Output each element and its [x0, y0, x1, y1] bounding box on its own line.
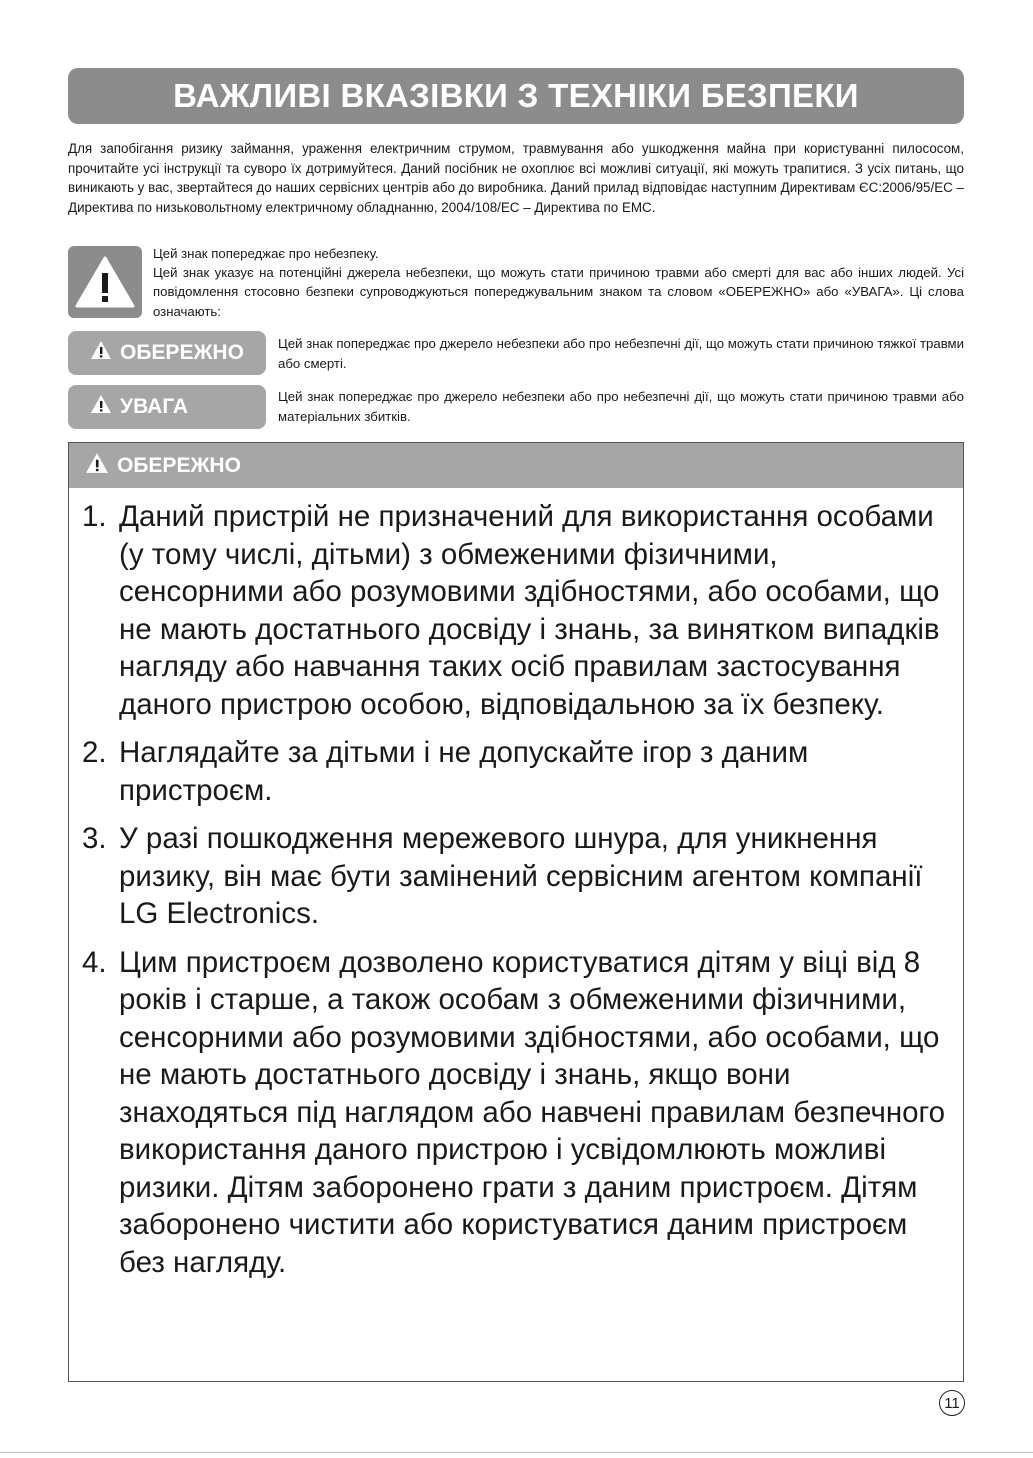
list-item-text: Даний пристрій не призначений для використання особами (у тому числі, дітьми) з обмеженими фізичними, сенсорними або розумовими здібностями, або особами, що не мають достатнього досвіду і знань, за винятком випадків нагляду або навчання таких осіб правилам застосування даного пристрою особою, відповідальною за їх безпеку. — [119, 500, 940, 721]
list-item-text: У разі пошкодження мережевого шнура, для уникнення ризику, він має бути замінений сервісним агентом компанії LG Electronics. — [119, 822, 923, 930]
list-item-number: 1. — [82, 500, 107, 533]
title-banner — [68, 68, 964, 124]
list-item-number: 4. — [82, 945, 107, 979]
list-item — [82, 944, 949, 1282]
caution-list — [69, 488, 963, 1281]
bottom-divider — [0, 1452, 1033, 1453]
caution-label — [68, 331, 266, 375]
warning-exclamation-icon — [74, 254, 136, 310]
list-item-number: 3. — [82, 822, 107, 855]
attention-label-text: УВАГА — [120, 395, 189, 418]
caution-description: Цей знак попереджає про джерело небезпеки або про небезпечні дії, що можуть стати причиною тяжкої травми або смерті. — [278, 336, 964, 371]
caution-panel — [68, 442, 964, 1382]
page-title: ВАЖЛИВІ ВКАЗІВКИ З ТЕХНІКИ БЕЗПЕКИ — [173, 77, 859, 114]
list-item-number: 2. — [82, 736, 107, 769]
attention-label — [68, 385, 266, 429]
warning-triangle-icon — [90, 394, 112, 420]
caution-label-text: ОБЕРЕЖНО — [120, 341, 244, 364]
warning-sign-box — [68, 246, 142, 318]
sign-explanation — [153, 244, 964, 321]
list-item — [82, 820, 949, 933]
caution-panel-title: ОБЕРЕЖНО — [117, 453, 241, 477]
list-item — [82, 734, 949, 809]
sign-line-2: Цей знак указує на потенційні джерела небезпеки, що можуть стати причиною травми або смерті для вас або інших людей. Усі повідомлення стосовно безпеки супроводжуються попереджувальним знаком та словом «ОБЕРЕЖНО» або «УВАГА». Ці слова означають: — [153, 265, 964, 319]
page-number: 11 — [939, 1390, 965, 1416]
list-item — [82, 498, 949, 723]
caution-panel-header — [69, 443, 963, 488]
list-item-text: Цим пристроєм дозволено користуватися дітям у віці від 8 років і старше, а також особам з обмеженими фізичними, сенсорними або розумовими здібностями, або особами, що не мають достатнього досвіду і знань, якщо вони знаходяться під наглядом або навчені правилам безпечного використання даного пристрою і усвідомлюють можливі ризики. Дітям заборонено грати з даним пристроєм. Дітям заборонено чистити або користуватися даним пристроєм без нагляду. — [119, 945, 946, 1279]
warning-triangle-icon — [90, 340, 112, 366]
list-item-text: Наглядайте за дітьми і не допускайте ігор з даним пристроєм. — [119, 736, 809, 807]
intro-paragraph: Для запобігання ризику займання, ураження електричним струмом, травмування або ушкодження майна при користуванні пилососом, прочитайте усі інструкції та суворо їх дотримуйтеся. Даний посібник не охоплює всі можливі ситуації, які можуть трапитися. З усіх питань, що виникають у вас, звертайтеся до наших сервісних центрів або до виробника. Даний прилад відповідає наступним Директивам ЄС:2006/95/EC – Директива по низьковольтному електричному обладнанню, 2004/108/EC – Директива по EMC. — [68, 141, 964, 215]
attention-description: Цей знак попереджає про джерело небезпеки або про небезпечні дії, що можуть стати причиною травми або матеріальних збитків. — [278, 389, 964, 424]
warning-triangle-icon — [85, 452, 109, 480]
sign-line-1: Цей знак попереджає про небезпеку. — [153, 246, 379, 261]
